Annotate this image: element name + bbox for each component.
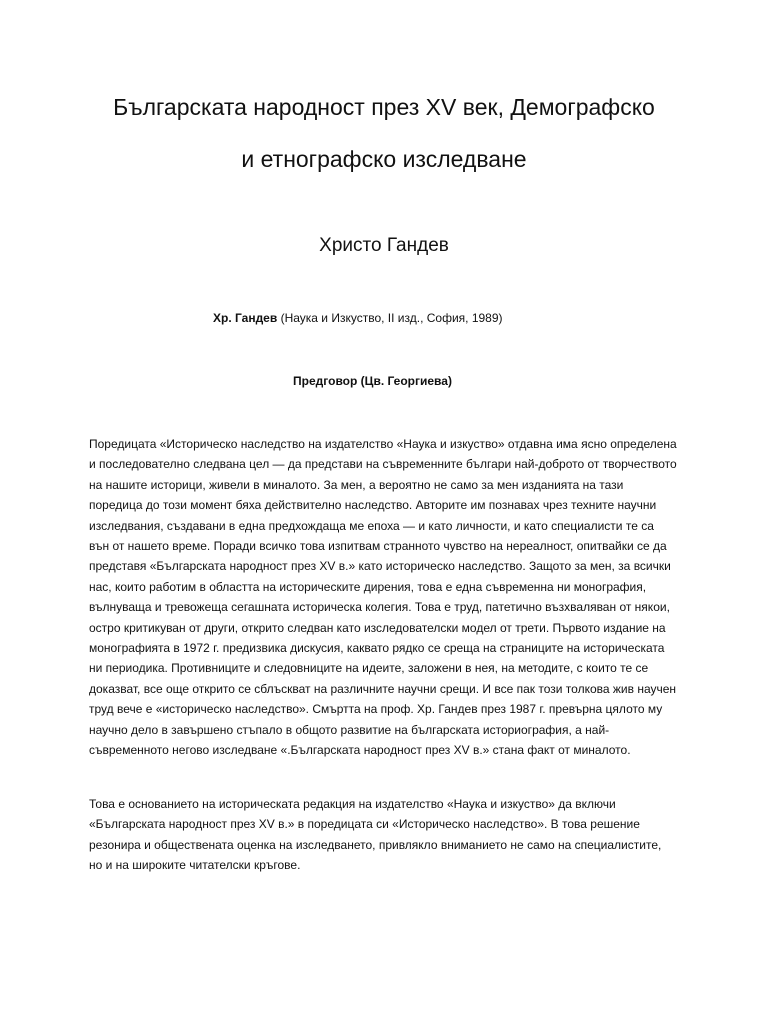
citation — [213, 311, 503, 325]
body-paragraph-1: Поредицата «Историческо наследство на издателство «Наука и изкуство» отдавна има ясно определена и последователно следвана цел — да представи на съвременните българи най-доброто от творчеството на нашите историци, живели в миналото. За мен, а вероятно не само за мен изданията на тази поредица до този момент бяха действително наследство. Авторите им познавах чрез техните научни изследвания, създавани в една предхождаща ме епоха — и като личности, и като специалисти те са вън от нашето време. Поради всичко това изпитвам странното чувство на нереалност, опитвайки се да представя «Българската народност през XV в.» като историческо наследство. Защото за мен, за всички нас, които работим в областта на историческите дирения, това е една съвременна ни монография, вълнуваща и тревожеща сегашната историческа колегия. Това е труд, патетично възхваляван от някои, остро критикуван от други, открито следван като изследователски модел от трети. Първото издание на монографията в 1972 г. предизвика дискусия, каквато рядко се среща на страниците на историческата ни периодика. Противниците и следовниците на идеите, заложени в нея, на методите, с които те се доказват, все още открито се сблъскват на различните научни срещи. И все пак този толкова жив научен труд вече е «историческо наследство». Смъртта на проф. Хр. Гандев през 1987 г. превърна цялото му научно дело в завършено стъпало в общото развитие на българската историография, а най-съвременното негово изследване «.Българската народност през XV в.» стана факт от миналото. — [89, 437, 677, 758]
document-title-line-1: Българската народност през XV век, Демографско — [113, 94, 655, 120]
body-paragraph-2: Това е основанието на историческата редакция на издателство «Наука и изкуство» да включи «Българската народност през XV в.» в поредицата си «Историческо наследство». В това решение резонира и обществената оценка на изследването, привлякло вниманието не само на специалистите, но и на широките читателски кръгове. — [89, 797, 662, 873]
foreword-heading: Предговор (Цв. Георгиева) — [293, 374, 452, 388]
author-name: Христо Гандев — [319, 235, 449, 256]
document-title-line-2: и етнографско изследване — [241, 146, 527, 172]
citation-author: Хр. Гандев — [213, 311, 278, 325]
citation-details: (Наука и Изкуство, II изд., София, 1989) — [277, 311, 503, 325]
